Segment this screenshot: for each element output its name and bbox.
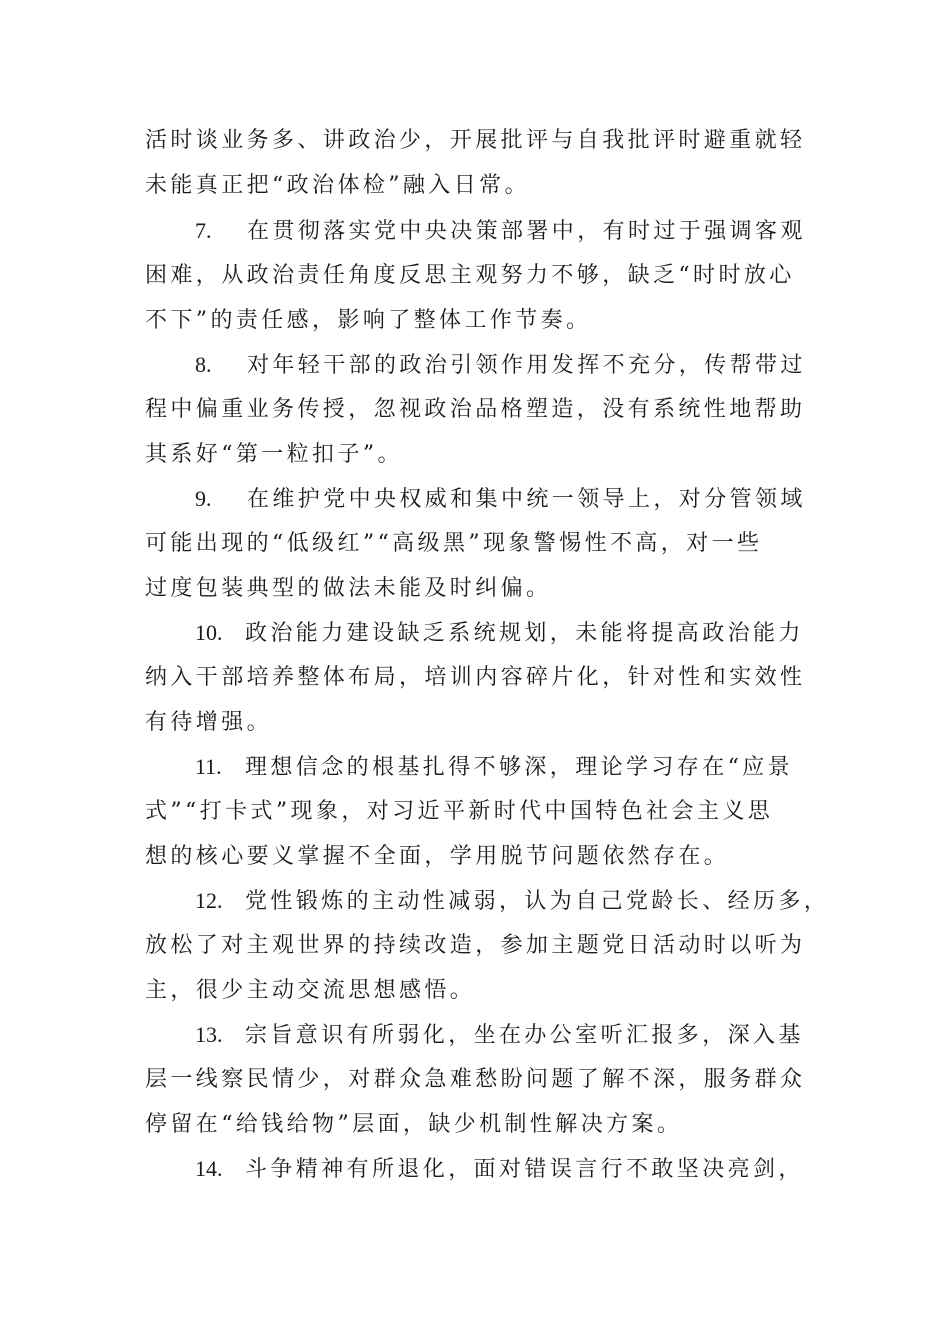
item-number: 7. <box>195 218 212 243</box>
paragraph-line: 未能真正把“政治体检”融入日常。 <box>145 173 530 198</box>
paragraph-line: 想的核心要义掌握不全面，学用脱节问题依然存在。 <box>145 844 730 869</box>
list-item-14 <box>195 1146 875 1191</box>
paragraph-line: 可能出现的“低级红”“高级黑”现象警惕性不高，对一些 <box>145 531 763 556</box>
paragraph-line: 在维护党中央权威和集中统一领导上，对分管领域 <box>247 487 806 512</box>
paragraph-line: 在贯彻落实党中央决策部署中，有时过于强调客观 <box>247 219 806 244</box>
item-number: 9. <box>195 486 212 511</box>
item-number: 14. <box>195 1156 223 1181</box>
item-number: 8. <box>195 352 212 377</box>
list-item-11 <box>195 744 875 789</box>
paragraph-line: 对年轻干部的政治引领作用发挥不充分，传帮带过 <box>247 353 806 378</box>
paragraph-line: 政治能力建设缺乏系统规划，未能将提高政治能力 <box>245 621 804 646</box>
list-item-9 <box>195 476 875 521</box>
paragraph-line: 停留在“给钱给物”层面，缺少机制性解决方案。 <box>145 1112 683 1137</box>
paragraph-line: 纳入干部培养整体布局，培训内容碎片化，针对性和实效性 <box>145 665 806 690</box>
paragraph-line: 过度包装典型的做法未能及时纠偏。 <box>145 576 552 601</box>
item-number: 12. <box>195 888 223 913</box>
paragraph-line: 程中偏重业务传授，忽视政治品格塑造，没有系统性地帮助 <box>145 397 806 422</box>
list-item-10 <box>195 610 875 655</box>
paragraph-line: 困难，从政治责任角度反思主观努力不够，缺乏“时时放心 <box>145 263 795 288</box>
paragraph-line: 不下”的责任感，影响了整体工作节奏。 <box>145 308 592 333</box>
item-number: 13. <box>195 1022 223 1047</box>
item-number: 10. <box>195 620 223 645</box>
paragraph-line: 活时谈业务多、讲政治少，开展批评与自我批评时避重就轻 <box>145 128 806 153</box>
list-item-7 <box>195 208 875 253</box>
paragraph-line: 主，很少主动交流思想感悟。 <box>145 978 476 1003</box>
paragraph-line: 斗争精神有所退化，面对错误言行不敢坚决亮剑， <box>245 1157 804 1182</box>
paragraph-line: 层一线察民情少，对群众急难愁盼问题了解不深，服务群众 <box>145 1067 806 1092</box>
list-item-8 <box>195 342 875 387</box>
paragraph-line: 党性锻炼的主动性减弱，认为自己党龄长、经历多， <box>245 889 830 914</box>
paragraph-line: 有待增强。 <box>145 710 273 735</box>
paragraph-line: 式”“打卡式”现象，对习近平新时代中国特色社会主义思 <box>145 799 774 824</box>
paragraph-line: 放松了对主观世界的持续改造，参加主题党日活动时以听为 <box>145 933 806 958</box>
list-item-12 <box>195 878 875 923</box>
paragraph-line: 理想信念的根基扎得不够深，理论学习存在“应景 <box>245 755 794 780</box>
paragraph-line: 宗旨意识有所弱化，坐在办公室听汇报多，深入基 <box>245 1023 804 1048</box>
item-number: 11. <box>195 754 222 779</box>
paragraph-line: 其系好“第一粒扣子”。 <box>145 442 403 467</box>
list-item-13 <box>195 1012 875 1057</box>
